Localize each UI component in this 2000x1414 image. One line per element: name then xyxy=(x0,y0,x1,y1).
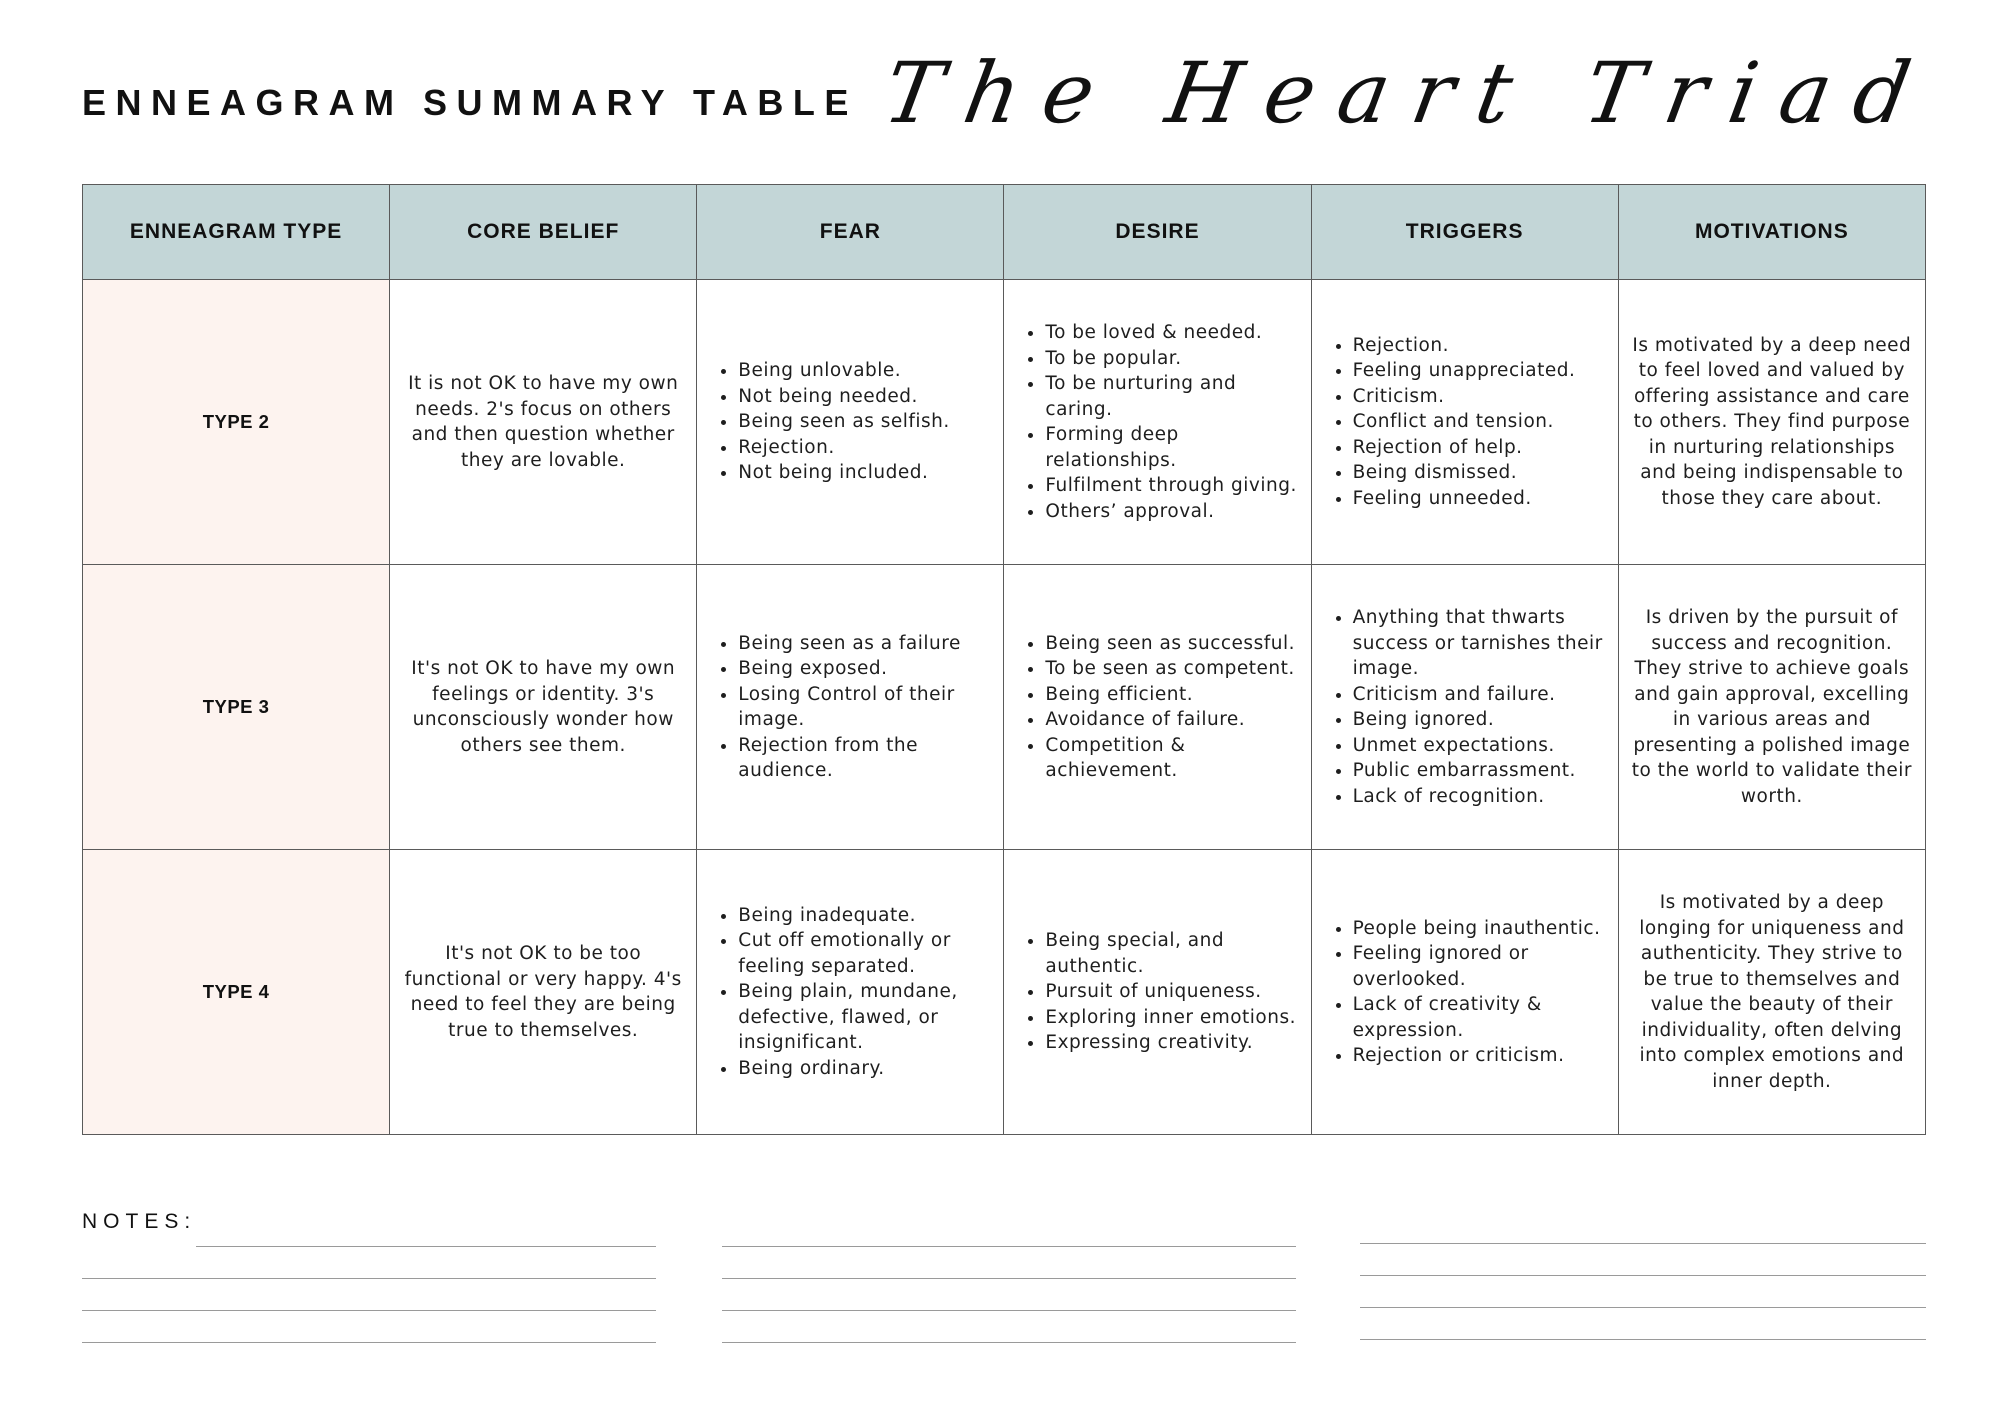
table-row xyxy=(83,850,1926,1135)
type-cell: TYPE 2 xyxy=(83,280,390,565)
column-header-fear: FEAR xyxy=(697,185,1004,280)
list-item: • Criticism. xyxy=(1353,384,1607,410)
list-item: • Lack of recognition. xyxy=(1353,784,1607,810)
table-row xyxy=(83,280,1926,565)
list-item: • Not being included. xyxy=(738,460,992,486)
list-item: • Rejection. xyxy=(738,435,992,461)
list-item: • Being seen as selfish. xyxy=(738,409,992,435)
fear-list xyxy=(708,631,992,784)
list-item: • Exploring inner emotions. xyxy=(1045,1005,1299,1031)
desire-cell xyxy=(1004,565,1311,850)
column-header-motivations: MOTIVATIONS xyxy=(1618,185,1925,280)
list-item: • Criticism and failure. xyxy=(1353,682,1607,708)
list-item: • To be seen as competent. xyxy=(1045,656,1299,682)
list-item: • Being ignored. xyxy=(1353,707,1607,733)
summary-table xyxy=(82,184,1926,1135)
column-header-core-belief: CORE BELIEF xyxy=(390,185,697,280)
desire-cell xyxy=(1004,850,1311,1135)
column-header-desire: DESIRE xyxy=(1004,185,1311,280)
notes-line xyxy=(82,1310,656,1311)
fear-cell xyxy=(697,565,1004,850)
notes-line xyxy=(82,1278,656,1279)
notes-line xyxy=(1360,1243,1926,1244)
triggers-cell xyxy=(1311,850,1618,1135)
fear-list xyxy=(708,903,992,1082)
list-item: • Being exposed. xyxy=(738,656,992,682)
fear-cell xyxy=(697,850,1004,1135)
list-item: • To be nurturing and caring. xyxy=(1045,371,1299,422)
list-item: • Cut off emotionally or feeling separated. xyxy=(738,928,992,979)
list-item: • Being efficient. xyxy=(1045,682,1299,708)
list-item: • Forming deep relationships. xyxy=(1045,422,1299,473)
list-item: • Being unlovable. xyxy=(738,358,992,384)
list-item: • Being dismissed. xyxy=(1353,460,1607,486)
motivations-cell: Is motivated by a deep need to feel loved and valued by offering assistance and care to others. They find purpose in nurturing relationships and being indispensable to those they care about. xyxy=(1618,280,1925,565)
list-item: • Being seen as successful. xyxy=(1045,631,1299,657)
type-cell: TYPE 4 xyxy=(83,850,390,1135)
list-item: • Expressing creativity. xyxy=(1045,1030,1299,1056)
list-item: • Competition & achievement. xyxy=(1045,733,1299,784)
fear-list xyxy=(708,358,992,486)
column-header-triggers: TRIGGERS xyxy=(1311,185,1618,280)
notes-line xyxy=(196,1246,656,1247)
list-item: • Being special, and authentic. xyxy=(1045,928,1299,979)
header-row xyxy=(83,185,1926,280)
list-item: • Others’ approval. xyxy=(1045,499,1299,525)
table-row xyxy=(83,565,1926,850)
list-item: • Feeling unneeded. xyxy=(1353,486,1607,512)
list-item: • Feeling ignored or overlooked. xyxy=(1353,941,1607,992)
motivations-cell: Is driven by the pursuit of success and recognition. They strive to achieve goals and gain approval, excelling in various areas and presenting a polished image to the world to validate their worth. xyxy=(1618,565,1925,850)
triggers-list xyxy=(1323,605,1607,809)
notes-line xyxy=(722,1310,1296,1311)
notes-line xyxy=(1360,1307,1926,1308)
list-item: • Rejection of help. xyxy=(1353,435,1607,461)
table-body xyxy=(83,280,1926,1135)
notes-line xyxy=(722,1246,1296,1247)
core-belief-cell: It's not OK to be too functional or very happy. 4's need to feel they are being true to themselves. xyxy=(390,850,697,1135)
desire-list xyxy=(1015,631,1299,784)
table-header xyxy=(83,185,1926,280)
list-item: • Rejection from the audience. xyxy=(738,733,992,784)
list-item: • Anything that thwarts success or tarnishes their image. xyxy=(1353,605,1607,682)
list-item: • Being plain, mundane, defective, flawed, or insignificant. xyxy=(738,979,992,1056)
triggers-list xyxy=(1323,333,1607,512)
core-belief-cell: It is not OK to have my own needs. 2's focus on others and then question whether they are lovable. xyxy=(390,280,697,565)
desire-list xyxy=(1015,320,1299,524)
motivations-cell: Is motivated by a deep longing for uniqueness and authenticity. They strive to be true to themselves and value the beauty of their individuality, often delving into complex emotions and inner depth. xyxy=(1618,850,1925,1135)
list-item: • Being inadequate. xyxy=(738,903,992,929)
page-title: ENNEAGRAM SUMMARY TABLE xyxy=(82,82,858,123)
notes-line xyxy=(1360,1275,1926,1276)
notes-line xyxy=(722,1342,1296,1343)
list-item: • Feeling unappreciated. xyxy=(1353,358,1607,384)
list-item: • Rejection or criticism. xyxy=(1353,1043,1607,1069)
type-cell: TYPE 3 xyxy=(83,565,390,850)
notes-label: NOTES: xyxy=(82,1210,197,1233)
list-item: • Being seen as a failure xyxy=(738,631,992,657)
desire-cell xyxy=(1004,280,1311,565)
list-item: • Rejection. xyxy=(1353,333,1607,359)
list-item: • Avoidance of failure. xyxy=(1045,707,1299,733)
fear-cell xyxy=(697,280,1004,565)
column-header-type: ENNEAGRAM TYPE xyxy=(83,185,390,280)
notes-line xyxy=(1360,1339,1926,1340)
list-item: • People being inauthentic. xyxy=(1353,916,1607,942)
desire-list xyxy=(1015,928,1299,1056)
list-item: • Being ordinary. xyxy=(738,1056,992,1082)
notes-line xyxy=(82,1342,656,1343)
list-item: • Lack of creativity & expression. xyxy=(1353,992,1607,1043)
notes-line xyxy=(722,1278,1296,1279)
list-item: • To be loved & needed. xyxy=(1045,320,1299,346)
list-item: • Fulfilment through giving. xyxy=(1045,473,1299,499)
triggers-list xyxy=(1323,916,1607,1069)
script-title: The Heart Triad xyxy=(876,44,1942,142)
list-item: • To be popular. xyxy=(1045,346,1299,372)
list-item: • Pursuit of uniqueness. xyxy=(1045,979,1299,1005)
list-item: • Losing Control of their image. xyxy=(738,682,992,733)
triggers-cell xyxy=(1311,565,1618,850)
core-belief-cell: It's not OK to have my own feelings or identity. 3's unconsciously wonder how others see them. xyxy=(390,565,697,850)
list-item: • Unmet expectations. xyxy=(1353,733,1607,759)
list-item: • Not being needed. xyxy=(738,384,992,410)
list-item: • Public embarrassment. xyxy=(1353,758,1607,784)
list-item: • Conflict and tension. xyxy=(1353,409,1607,435)
triggers-cell xyxy=(1311,280,1618,565)
